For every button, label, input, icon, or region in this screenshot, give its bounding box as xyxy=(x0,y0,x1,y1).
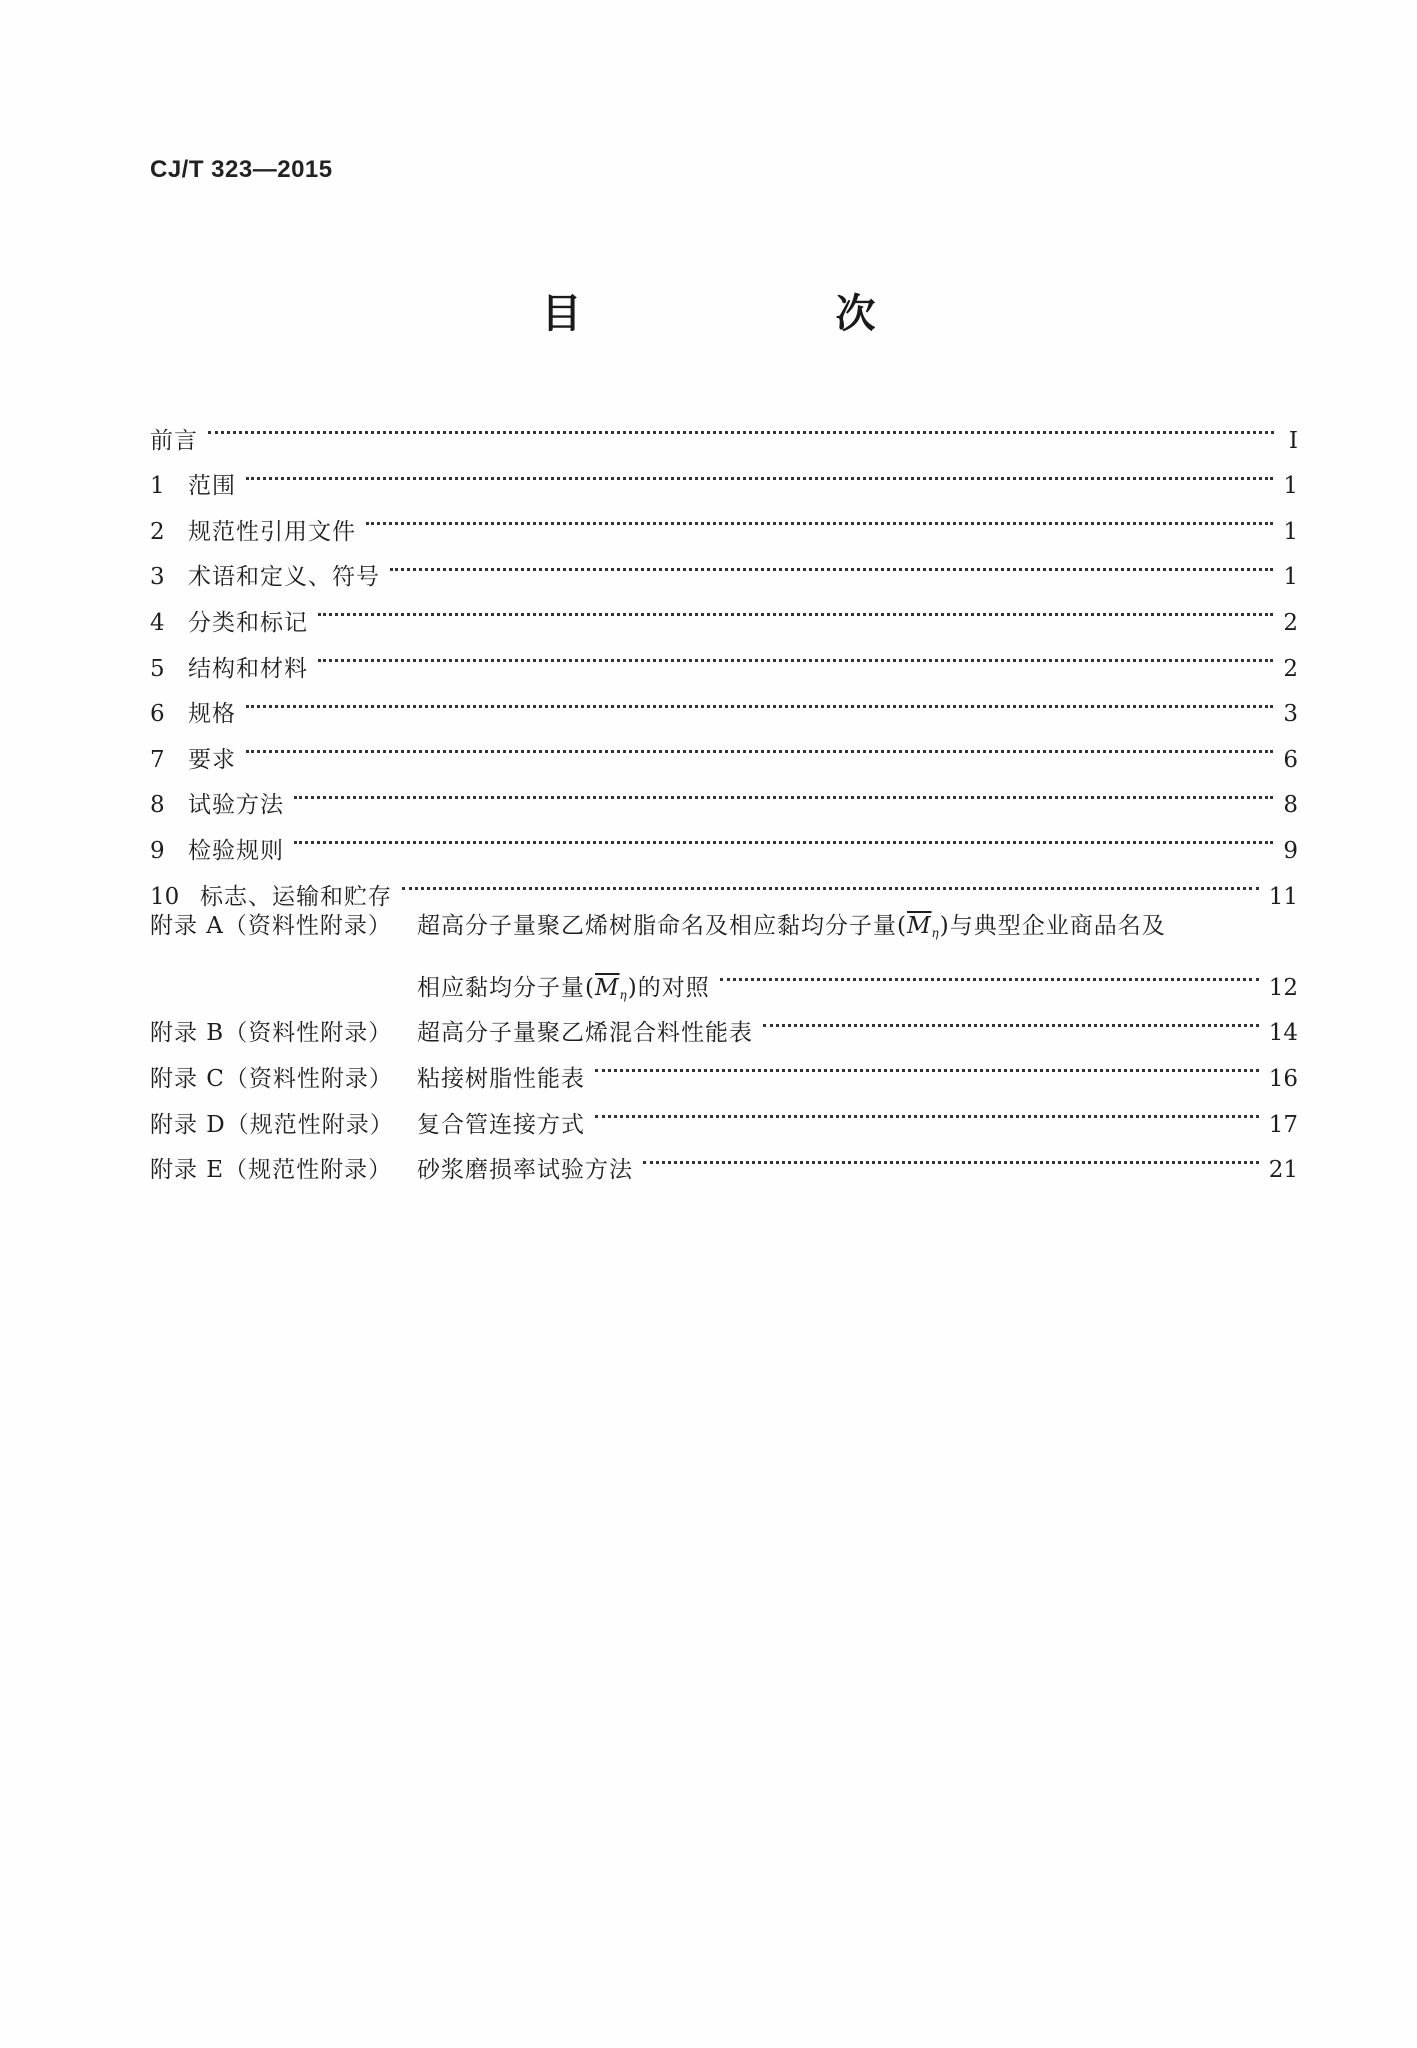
toc-leader-dots xyxy=(366,493,1273,539)
toc-entry-label: 分类和标记 xyxy=(188,609,308,636)
toc-leader-dots xyxy=(595,1086,1259,1132)
toc-entry-number: 9 xyxy=(150,837,165,864)
toc-leader-dots xyxy=(246,676,1273,722)
toc-leader-dots xyxy=(246,448,1273,494)
toc-entry-page: 12 xyxy=(1268,974,1298,1001)
appendix-prefix: 附录 A（资料性附录） xyxy=(150,912,392,939)
toc-entry-page: 2 xyxy=(1283,609,1298,636)
toc-entry-label: 检验规则 xyxy=(188,837,284,864)
toc-entry-label: 标志、运输和贮存 xyxy=(200,883,392,910)
standard-code: CJ/T 323—2015 xyxy=(150,156,333,183)
toc-entry-page: 21 xyxy=(1268,1157,1298,1184)
toc-leader-dots xyxy=(720,949,1259,995)
toc-leader-dots xyxy=(246,721,1273,767)
toc-entry-page: Ⅰ xyxy=(1288,427,1298,454)
toc-entry-page: 6 xyxy=(1283,746,1298,773)
toc-entry-page: 8 xyxy=(1283,792,1298,819)
toc-leader-dots xyxy=(294,812,1273,858)
toc-leader-dots xyxy=(390,539,1273,585)
appendix-title-continued: 相应黏均分子量$(\overline{M}_\eta)$的对照 xyxy=(417,974,710,1002)
appendix-title: 复合管连接方式 xyxy=(417,1111,585,1138)
table-of-contents xyxy=(150,402,1298,1184)
m-eta-symbol: $\overline{M}$ xyxy=(906,912,932,939)
toc-entry-number: 4 xyxy=(150,609,165,636)
toc-leader-dots xyxy=(402,858,1259,904)
appendix-prefix: 附录 B（资料性附录） xyxy=(150,1020,393,1047)
appendix-title: 砂浆磨损率试验方法 xyxy=(417,1157,633,1184)
toc-entry-number: 5 xyxy=(150,655,165,682)
toc-entry-5[interactable] xyxy=(150,630,1298,682)
appendix-prefix: 附录 D（规范性附录） xyxy=(150,1111,394,1138)
toc-entry-label: 范围 xyxy=(188,473,236,500)
appendix-title: 超高分子量聚乙烯树脂命名及相应黏均分子量$(\overline{M}_\eta)$与典型企业商品名及 xyxy=(417,912,1166,940)
toc-entry-foreword[interactable] xyxy=(150,402,1298,454)
toc-entry-label: 结构和材料 xyxy=(188,655,308,682)
appendix-prefix: 附录 C（资料性附录） xyxy=(150,1065,393,1092)
toc-entry-number: 10 xyxy=(150,883,180,910)
toc-entry-label: 前言 xyxy=(150,427,198,454)
m-eta-symbol: $\overline{M}$ xyxy=(594,974,620,1001)
toc-entry-label: 术语和定义、符号 xyxy=(188,564,380,591)
toc-entry-page: 9 xyxy=(1283,837,1298,864)
toc-entry-9[interactable] xyxy=(150,812,1298,864)
toc-entry-page: 14 xyxy=(1268,1020,1298,1047)
toc-leader-dots xyxy=(294,767,1273,813)
toc-entry-page: 3 xyxy=(1283,701,1298,728)
toc-title: 目 次 xyxy=(541,291,934,337)
toc-entry-page: 1 xyxy=(1283,564,1298,591)
toc-entry-label: 要求 xyxy=(188,746,236,773)
toc-entry-number: 1 xyxy=(150,473,165,500)
toc-entry-2[interactable] xyxy=(150,493,1298,545)
toc-entry-number: 8 xyxy=(150,792,165,819)
toc-leader-dots xyxy=(208,402,1274,448)
toc-leader-dots xyxy=(318,630,1273,676)
toc-entry-page: 1 xyxy=(1283,518,1298,545)
toc-entry-number: 7 xyxy=(150,746,165,773)
toc-leader-dots xyxy=(643,1132,1259,1178)
toc-entry-10[interactable] xyxy=(150,858,1298,910)
toc-entry-page: 17 xyxy=(1268,1111,1298,1138)
appendix-title: 超高分子量聚乙烯混合料性能表 xyxy=(417,1020,753,1047)
toc-appendix-b[interactable] xyxy=(150,995,1298,1047)
toc-appendix-a-line2[interactable] xyxy=(150,949,1298,1002)
appendix-title: 粘接树脂性能表 xyxy=(417,1065,585,1092)
toc-leader-dots xyxy=(763,995,1259,1041)
appendix-prefix: 附录 E（规范性附录） xyxy=(150,1157,393,1184)
toc-entry-page: 16 xyxy=(1268,1065,1298,1092)
toc-entry-page: 2 xyxy=(1283,655,1298,682)
toc-entry-label: 规格 xyxy=(188,701,236,728)
toc-leader-dots xyxy=(318,584,1273,630)
toc-entry-page: 1 xyxy=(1283,473,1298,500)
toc-leader-dots xyxy=(595,1040,1259,1086)
toc-entry-7[interactable] xyxy=(150,721,1298,773)
toc-entry-4[interactable] xyxy=(150,584,1298,636)
toc-entry-number: 6 xyxy=(150,701,165,728)
toc-entry-label: 规范性引用文件 xyxy=(188,518,356,545)
toc-entry-1[interactable] xyxy=(150,448,1298,500)
toc-entry-number: 2 xyxy=(150,518,165,545)
toc-entry-8[interactable] xyxy=(150,767,1298,819)
toc-entry-page: 11 xyxy=(1268,883,1298,910)
toc-entry-label: 试验方法 xyxy=(188,792,284,819)
toc-entry-number: 3 xyxy=(150,564,165,591)
toc-appendix-a-line1[interactable] xyxy=(150,904,1298,950)
toc-entry-6[interactable] xyxy=(150,676,1298,728)
